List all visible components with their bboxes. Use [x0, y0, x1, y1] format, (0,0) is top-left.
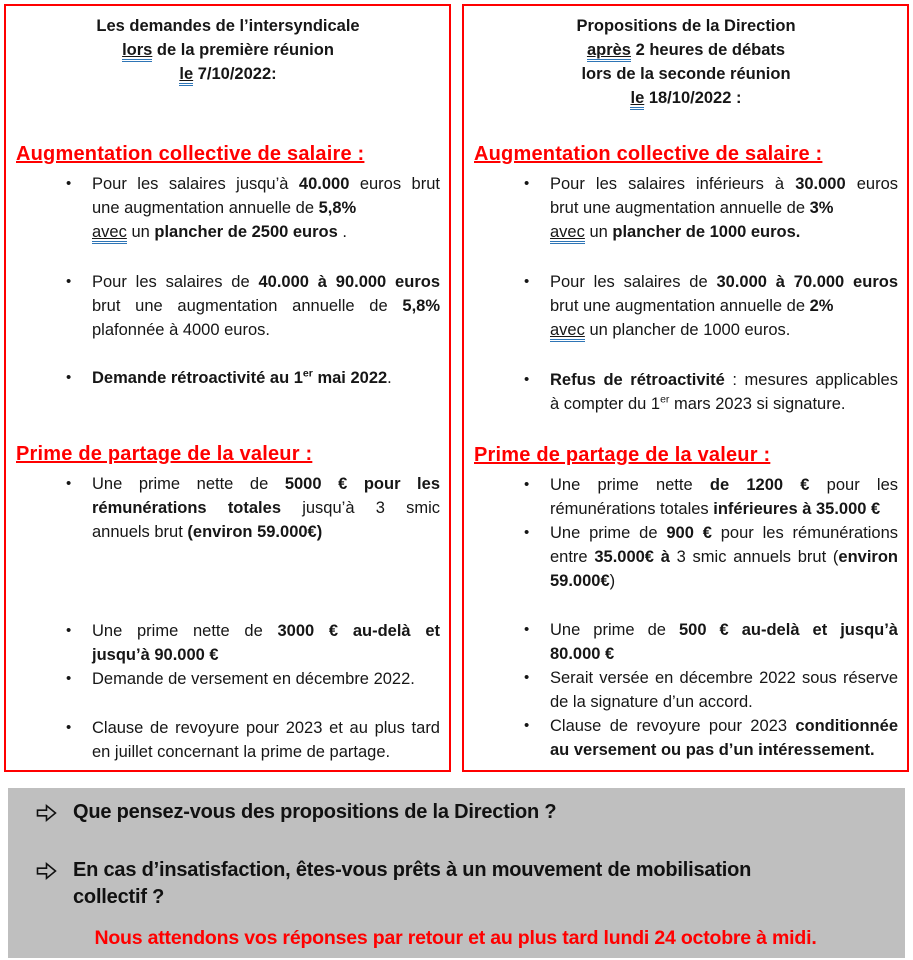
- bullet-item: [474, 666, 898, 714]
- box-title-line: [474, 62, 898, 86]
- text-segment: 35.000€ à: [594, 548, 670, 566]
- spacer: [16, 691, 440, 716]
- bullet-icon: •: [524, 175, 530, 192]
- bullet-line: [550, 392, 898, 416]
- bullet-icon: •: [66, 622, 72, 639]
- text-segment: Une prime nette de: [92, 622, 278, 640]
- bullet-line: [550, 294, 898, 318]
- text-segment: 40.000 à 90.000 euros: [258, 273, 440, 291]
- text-segment: 500 € au-delà et jusqu’à: [678, 621, 898, 639]
- text-segment: Pour les salaires de: [92, 273, 259, 291]
- bullet-icon: •: [524, 524, 530, 541]
- question-2-line-2: collectif ?: [73, 886, 165, 908]
- text-segment: au versement ou pas d’un intéressement.: [550, 741, 875, 759]
- text-segment: brut une augmentation annuelle de: [550, 199, 810, 217]
- bullet-icon: •: [66, 475, 72, 492]
- text-segment: de 1200 €: [709, 476, 810, 494]
- text-segment: Refus de rétroactivité: [550, 371, 725, 389]
- bullet-line: [550, 714, 898, 738]
- text-segment: .: [337, 223, 347, 241]
- demands-box-body: [16, 142, 440, 764]
- text-segment: Propositions de la Direction: [576, 17, 796, 35]
- text-segment: pour les rémunérations: [711, 524, 898, 542]
- text-segment: inférieures à 35.000 €: [713, 500, 881, 518]
- bullet-line: [92, 270, 440, 294]
- text-segment: plancher de 1000 euros.: [612, 223, 801, 241]
- bullet-line: [550, 473, 898, 497]
- text-segment: rémunérations totales: [550, 500, 714, 518]
- underlined-word: avec: [550, 223, 585, 244]
- bullet-icon: •: [524, 476, 530, 493]
- bullet-icon: •: [66, 369, 72, 386]
- text-segment: conditionnée: [795, 717, 898, 735]
- bullet-line: [92, 366, 440, 390]
- spacer: [16, 342, 440, 366]
- bullet-item: [474, 714, 898, 762]
- questions-panel: [8, 788, 905, 958]
- underlined-word: le: [179, 65, 193, 86]
- text-segment: en juillet concernant la prime de partage.: [92, 743, 391, 761]
- propositions-box-title: [474, 14, 898, 142]
- text-segment: Une prime de: [550, 621, 679, 639]
- text-segment: mars 2023 si signature.: [669, 395, 846, 413]
- text-segment: 3 smic annuels brut (: [669, 548, 839, 566]
- bullet-line: [550, 318, 898, 342]
- bullet-line: [92, 619, 440, 643]
- text-segment: de la première réunion: [152, 41, 334, 59]
- text-segment: 59.000€: [550, 572, 610, 590]
- text-segment: annuels brut: [92, 523, 188, 541]
- text-segment: 80.000 €: [550, 645, 615, 663]
- text-segment: 3%: [809, 199, 834, 217]
- text-segment: .: [387, 369, 392, 387]
- text-segment: plafonnée à 4000 euros.: [92, 321, 270, 339]
- bullet-icon: •: [524, 717, 530, 734]
- spacer: [474, 244, 898, 270]
- bullet-line: [550, 642, 898, 666]
- bullet-item: [16, 619, 440, 667]
- text-segment: 40.000: [298, 175, 350, 193]
- underlined-word: le: [630, 89, 644, 110]
- bullet-icon: •: [524, 371, 530, 388]
- underlined-word: après: [587, 41, 631, 62]
- bullet-line: [550, 618, 898, 642]
- bullet-item: [16, 472, 440, 544]
- text-segment: 30.000: [795, 175, 846, 193]
- bullet-line: [550, 270, 898, 294]
- bullet-line: [92, 220, 440, 244]
- bullet-icon: •: [66, 175, 72, 192]
- question-2-text: [73, 857, 751, 911]
- bullet-item: [474, 368, 898, 416]
- bullet-line: [92, 716, 440, 740]
- text-segment: à compter du 1: [550, 395, 661, 413]
- spacer: [16, 244, 440, 270]
- bullet-line: [550, 368, 898, 392]
- underlined-word: avec: [92, 223, 127, 244]
- question-1-text: Que pensez-vous des propositions de la Direction ?: [73, 801, 557, 823]
- arrow-right-icon: [36, 803, 57, 830]
- text-segment: Une prime de: [550, 524, 667, 542]
- bullet-line: [92, 643, 440, 667]
- text-segment: un: [584, 223, 613, 241]
- text-segment: (environ 59.000€): [187, 523, 323, 541]
- bullet-line: [550, 220, 898, 244]
- underlined-word: lors: [122, 41, 152, 62]
- text-segment: 18/10/2022 :: [644, 89, 742, 107]
- bullet-line: [550, 666, 898, 690]
- text-segment: environ: [838, 548, 898, 566]
- bullet-line: [550, 690, 898, 714]
- text-segment: jusqu’à 3 smic: [281, 499, 440, 517]
- text-segment: 2 heures de débats: [630, 41, 786, 59]
- text-segment: lors de la seconde réunion: [581, 65, 791, 83]
- text-segment: Pour les salaires jusqu’à: [92, 175, 299, 193]
- spacer: [474, 593, 898, 618]
- demands-box-title: [16, 14, 440, 142]
- text-segment: Clause de revoyure pour 2023: [550, 717, 796, 735]
- text-segment: Pour les salaires inférieurs à: [550, 175, 796, 193]
- text-segment: 900 €: [666, 524, 712, 542]
- section-heading: Augmentation collective de salaire :: [474, 143, 823, 165]
- bullet-item: [16, 667, 440, 691]
- text-segment: euros brut: [349, 175, 440, 193]
- bullet-item: [16, 716, 440, 764]
- text-segment: jusqu’à 90.000 €: [92, 646, 219, 664]
- text-segment: entre: [550, 548, 595, 566]
- spacer: [474, 342, 898, 368]
- spacer: [16, 390, 440, 442]
- spacer: [16, 544, 440, 619]
- box-title-line: [16, 38, 440, 62]
- text-segment: er: [660, 393, 670, 406]
- bullet-line: [92, 294, 440, 318]
- bullet-line: [550, 569, 898, 593]
- section-heading: Prime de partage de la valeur :: [474, 444, 771, 466]
- text-segment: un: [126, 223, 155, 241]
- bullet-icon: •: [524, 621, 530, 638]
- underlined-word: avec: [550, 321, 585, 342]
- bullet-line: [92, 520, 440, 544]
- box-title-line: [16, 62, 440, 86]
- bullet-icon: •: [66, 273, 72, 290]
- bullet-item: [16, 172, 440, 244]
- bullet-line: [92, 472, 440, 496]
- bullet-item: [474, 473, 898, 521]
- bullet-line: [550, 172, 898, 196]
- spacer: [474, 416, 898, 443]
- text-segment: Demande rétroactivité au 1: [92, 369, 303, 387]
- bullet-icon: •: [524, 273, 530, 290]
- text-segment: une augmentation annuelle de: [92, 199, 319, 217]
- text-segment: 30.000 à 70.000 euros: [716, 273, 898, 291]
- bullet-icon: •: [524, 669, 530, 686]
- text-segment: er: [302, 367, 313, 380]
- text-segment: 3000 € au-delà et: [277, 622, 441, 640]
- bullet-item: [16, 270, 440, 342]
- text-segment: Clause de revoyure pour 2023 et au plus tard: [92, 719, 440, 737]
- text-segment: euros: [845, 175, 898, 193]
- text-segment: 5,8%: [318, 199, 357, 217]
- bullet-line: [550, 497, 898, 521]
- bullet-item: [474, 521, 898, 593]
- question-2: [30, 857, 881, 911]
- bullet-line: [92, 196, 440, 220]
- section-heading: Augmentation collective de salaire :: [16, 143, 365, 165]
- box-title-line: [16, 14, 440, 38]
- bullet-line: [550, 738, 898, 762]
- arrow-right-icon: [36, 861, 57, 911]
- bullet-line: [550, 196, 898, 220]
- bullet-icon: •: [66, 719, 72, 736]
- bullet-item: [474, 270, 898, 342]
- text-segment: Pour les salaires de: [550, 273, 717, 291]
- deadline-notice: Nous attendons vos réponses par retour et au plus tard lundi 24 octobre à midi.: [94, 927, 817, 949]
- question-2-line-1: En cas d’insatisfaction, êtes-vous prêts à un mouvement de mobilisation: [73, 859, 752, 881]
- text-segment: 7/10/2022:: [193, 65, 277, 83]
- column-propositions: [462, 4, 909, 772]
- bullet-item: [16, 366, 440, 390]
- section-heading: Prime de partage de la valeur :: [16, 443, 313, 465]
- text-segment: brut une augmentation annuelle de: [92, 297, 403, 315]
- column-demands: [4, 4, 451, 772]
- text-segment: Les demandes de l’intersyndicale: [96, 17, 360, 35]
- text-segment: rémunérations totales: [92, 499, 281, 517]
- text-segment: 5000 € pour les: [284, 475, 440, 493]
- text-segment: un plancher de 1000 euros.: [584, 321, 791, 339]
- bullet-line: [92, 496, 440, 520]
- text-segment: plancher de 2500 euros: [154, 223, 338, 241]
- bullet-line: [92, 740, 440, 764]
- bullet-line: [92, 667, 440, 691]
- text-segment: : mesures applicables: [724, 371, 898, 389]
- text-segment: brut une augmentation annuelle de: [550, 297, 810, 315]
- propositions-box-body: [474, 142, 898, 762]
- text-segment: 5,8%: [402, 297, 440, 315]
- text-segment: mai 2022: [312, 369, 388, 387]
- text-segment: 2%: [809, 297, 834, 315]
- text-segment: ): [609, 572, 616, 590]
- text-segment: Une prime nette de: [92, 475, 285, 493]
- bullet-line: [92, 172, 440, 196]
- text-segment: Demande de versement en décembre 2022.: [92, 670, 415, 688]
- text-segment: Serait versée en décembre 2022 sous réserve: [550, 669, 898, 687]
- box-title-line: [474, 86, 898, 110]
- box-title-line: [474, 38, 898, 62]
- bullet-item: [474, 172, 898, 244]
- box-title-line: [474, 14, 898, 38]
- bullet-line: [550, 521, 898, 545]
- bullet-line: [92, 318, 440, 342]
- bullet-line: [550, 545, 898, 569]
- text-segment: Une prime nette: [550, 476, 710, 494]
- question-1: [30, 799, 881, 830]
- text-segment: pour les: [809, 476, 898, 494]
- bullet-item: [474, 618, 898, 666]
- text-segment: de la signature d’un accord.: [550, 693, 753, 711]
- bullet-icon: •: [66, 670, 72, 687]
